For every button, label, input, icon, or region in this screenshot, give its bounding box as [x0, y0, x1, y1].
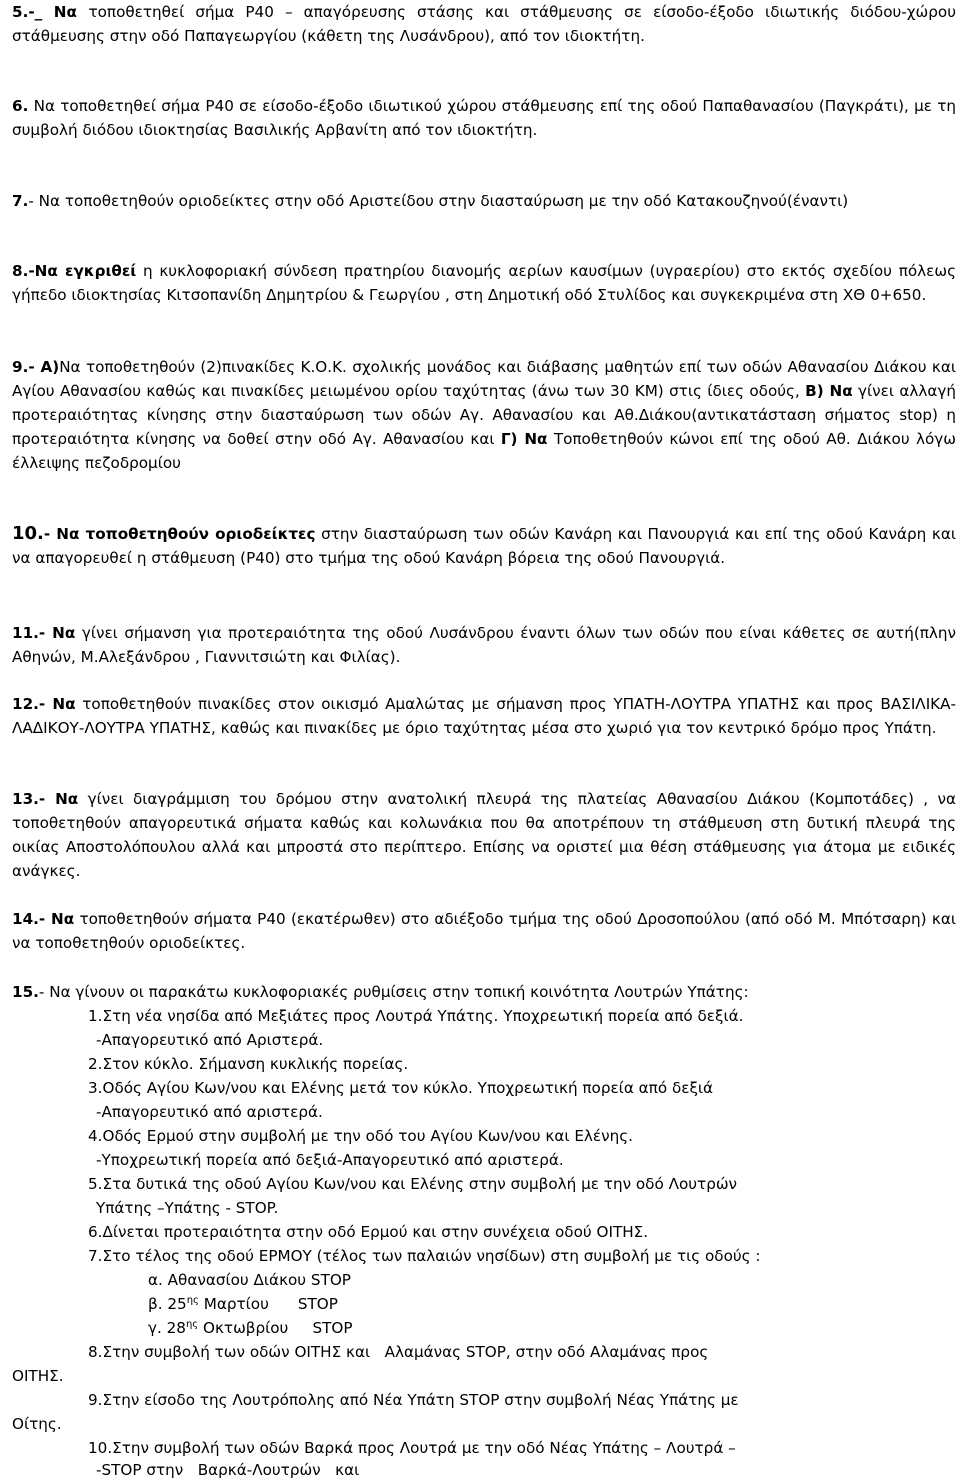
sub-item-6: 6.Δίνεται προτεραιότητα στην οδό Ερμού και στην συνέχεια οδού ΟΙΤΗΣ. [88, 1223, 649, 1241]
sub-item-7: 7.Στο τέλος της οδού ΕΡΜΟΥ (τέλος των παλαιών νησίδων) στη συμβολή με τις οδούς : [88, 1247, 761, 1265]
item-keyword: 10. [12, 523, 44, 544]
sub-item-4: 4.Οδός Ερμού στην συμβολή με την οδό του Αγίου Κων/νου και Ελένης. [88, 1127, 633, 1145]
item-5 [12, 0, 956, 48]
item-8 [12, 259, 956, 307]
sub-item-8-cont: ΟΙΤΗΣ. [12, 1367, 64, 1385]
sub-item-5: 5.Στα δυτικά της οδού Αγίου Κων/νου και Ελένης στην συμβολή με την οδό Λουτρών [88, 1175, 738, 1193]
sub-item-9: 9.Στην είσοδο της Λουτρόπολης από Νέα Υπάτη STOP στην συμβολή Νέας Υπάτης με [88, 1391, 739, 1409]
item-15 [12, 980, 956, 1004]
item-number: 5.-_ [12, 3, 43, 21]
sub-item-7b [12, 1292, 960, 1316]
item-keyword: 13.- Να [12, 790, 79, 808]
sub-item-9-cont: Οίτης. [12, 1415, 62, 1433]
item-number: 6. [12, 97, 29, 115]
sub-item-3-note: -Απαγορευτικό από αριστερά. [96, 1103, 323, 1121]
sub-item-8: 8.Στην συμβολή των οδών ΟΙΤΗΣ και Αλαμάνας STOP, στην οδό Αλαμάνας προς [88, 1343, 709, 1361]
item-keyword: Να [28, 97, 61, 115]
item-text: γίνει διαγράμμιση του δρόμου στην ανατολική πλευρά της πλατείας Αθανασίου Διάκου (Κομποτάδες) , να τοποθετηθούν απαγορευτικά σήματα καθώς και κολωνάκια που θα αποτρέπουν τη στάθμευση στη δυτική πλευρά της οικίας Αποστολόπουλου αλλά και μπροστά στο περίπτερο. Επίσης να οριστεί μια θέση στάθμευσης για άτομα με ειδικές ανάγκες. [12, 790, 957, 880]
sub-item-1: 1.Στη νέα νησίδα από Μεξιάτες προς Λουτρά Υπάτης. Υποχρεωτική πορεία από δεξιά. [88, 1007, 744, 1025]
item-7 [12, 189, 956, 213]
sub-item-5-note: Υπάτης –Υπάτης - STOP. [96, 1199, 279, 1217]
sub-item-2: 2.Στον κύκλο. Σήμανση κυκλικής πορείας. [88, 1055, 409, 1073]
ordinal-suffix: ης [186, 1295, 199, 1306]
item-text: Να τοποθετηθούν (2)πινακίδες Κ.Ο.Κ. σχολικής μονάδος και διάβασης μαθητών επί των οδών Αθανασίου Διάκου και Αγίου Αθανασίου καθώς και πινακίδες μειωμένου ορίου ταχύτητας (άνω των 30 ΚΜ) στις ίδιες οδούς, [12, 358, 957, 400]
item-text: τοποθετηθούν πινακίδες στον οικισμό Αμαλώτας με σήμανση προς ΥΠΑΤΗ-ΛΟΥΤΡΑ ΥΠΑΤΗΣ και προς ΒΑΣΙΛΙΚΑ-ΛΑΔΙΚΟΥ-ΛΟΥΤΡΑ ΥΠΑΤΗΣ, καθώς και πινακίδες με όριο ταχύτητας μέσα στο χωριό για τον κεντρικό δρόμο προς Υπάτη. [12, 695, 957, 737]
item-number: 8. [12, 262, 29, 280]
item-keyword: 11.- Να [12, 624, 76, 642]
item-text: τοποθετηθεί σήμα Ρ40 σε είσοδο-έξοδο ιδιωτικού χώρου στάθμευσης επί της οδού Παπαθανασίου (Παγκράτι), με τη συμβολή διόδου ιδιοκτησίας Βασιλικής Αρβανίτη από τον ιδιοκτήτη. [12, 97, 956, 139]
item-number: 7. [12, 192, 29, 210]
sub-item-10: 10.Στην συμβολή των οδών Βαρκά προς Λουτρά με την οδό Νέας Υπάτης – Λουτρά – [88, 1439, 736, 1457]
item-keyword: Β) Να [805, 382, 853, 400]
sub-item-3: 3.Οδός Αγίου Κων/νου και Ελένης μετά τον κύκλο. Υποχρεωτική πορεία από δεξιά [88, 1079, 714, 1097]
sub-item-7b-text: β. 25 [148, 1295, 187, 1313]
item-11 [12, 621, 956, 669]
item-text: τοποθετηθούν σήματα Ρ40 (εκατέρωθεν) στο αδιέξοδο τμήμα της οδού Δροσοπούλου (από οδό Μ. Μπότσαρη) και να τοποθετηθούν οριοδείκτες. [12, 910, 957, 952]
item-keyword: 15. [12, 983, 39, 1001]
sub-item-1-note: -Απαγορευτικό από Αριστερά. [96, 1031, 324, 1049]
sub-item-7b-rest: Μαρτίου STOP [198, 1295, 338, 1313]
sub-item-7c [12, 1316, 960, 1340]
item-keyword: - Να [28, 192, 65, 210]
item-keyword: -Να εγκριθεί [28, 262, 137, 280]
item-keyword: - Να τοποθετηθούν οριοδείκτες [43, 525, 316, 543]
item-text: Τοποθετηθούν κώνοι επί της οδού Αθ. Διάκου λόγω έλλειψης πεζοδρομίου [12, 430, 956, 472]
item-text: στην διασταύρωση των οδών Κανάρη και Πανουργιά και επί της οδού Κανάρη και να απαγορευθεί η στάθμευση (Ρ40) στο τμήμα της οδού Κανάρη βόρεια της οδού Πανουργιά. [12, 525, 956, 567]
item-text: γίνει σήμανση για προτεραιότητα της οδού Λυσάνδρου έναντι όλων των οδών που είναι κάθετες σε αυτή(πλην Αθηνών, Μ.Αλεξάνδρου , Γιαννιτσιώτη και Φιλίας). [12, 624, 956, 666]
item-text: τοποθετηθούν οριοδείκτες στην οδό Αριστείδου στην διασταύρωση με την οδό Κατακουζηνού(έναντι) [64, 192, 849, 210]
item-13 [12, 787, 956, 883]
item-keyword: Να [42, 3, 89, 21]
sub-item-7c-rest: Οκτωβρίου STOP [198, 1319, 353, 1337]
item-text: τοποθετηθεί σήμα Ρ40 – απαγόρευσης στάσης και στάθμευσης σε είσοδο-έξοδο ιδιωτικής διόδου-χώρου στάθμευσης στην οδό Παπαγεωργίου (κάθετη της Λυσάνδρου), από τον ιδιοκτήτη. [12, 3, 956, 45]
sub-item-10-cont: -STOP στην Βαρκά-Λουτρών και [96, 1461, 360, 1479]
item-6 [12, 94, 956, 142]
item-9 [12, 355, 956, 475]
item-14 [12, 907, 956, 955]
item-keyword: 9.- Α) [12, 358, 60, 376]
sub-item-7c-text: γ. 28 [148, 1319, 186, 1337]
item-12 [12, 692, 956, 740]
item-keyword: Γ) Να [500, 430, 548, 448]
ordinal-suffix: ης [185, 1319, 199, 1330]
item-keyword: 12.- Να [12, 695, 76, 713]
item-text: η κυκλοφοριακή σύνδεση πρατηρίου διανομής αερίων καυσίμων (υγραερίου) στο εκτός σχεδίου πόλεως γήπεδο ιδιοκτησίας Κιτσοπανίδη Δημητρίου & Γεωργίου , στη Δημοτική οδό Στυλίδος και συγκεκριμένα στη ΧΘ 0+650. [12, 262, 956, 304]
sub-item-4-note: -Υποχρεωτική πορεία από δεξιά-Απαγορευτικό από αριστερά. [96, 1151, 564, 1169]
item-text: γίνει αλλαγή προτεραιότητας κίνησης στην διασταύρωση των οδών Αγ. Αθανασίου και Αθ.Διάκου(αντικατάσταση σήματος stop) η προτεραιότητα κίνησης να δοθεί στην οδό Αγ. Αθανασίου και [12, 382, 956, 448]
item-text: - Να γίνουν οι παρακάτω κυκλοφοριακές ρυθμίσεις στην τοπική κοινότητα Λουτρών Υπάτης: [38, 983, 749, 1001]
item-keyword: 14.- Να [12, 910, 75, 928]
sub-item-7a: α. Αθανασίου Διάκου STOP [148, 1271, 351, 1289]
item-10 [12, 522, 956, 570]
